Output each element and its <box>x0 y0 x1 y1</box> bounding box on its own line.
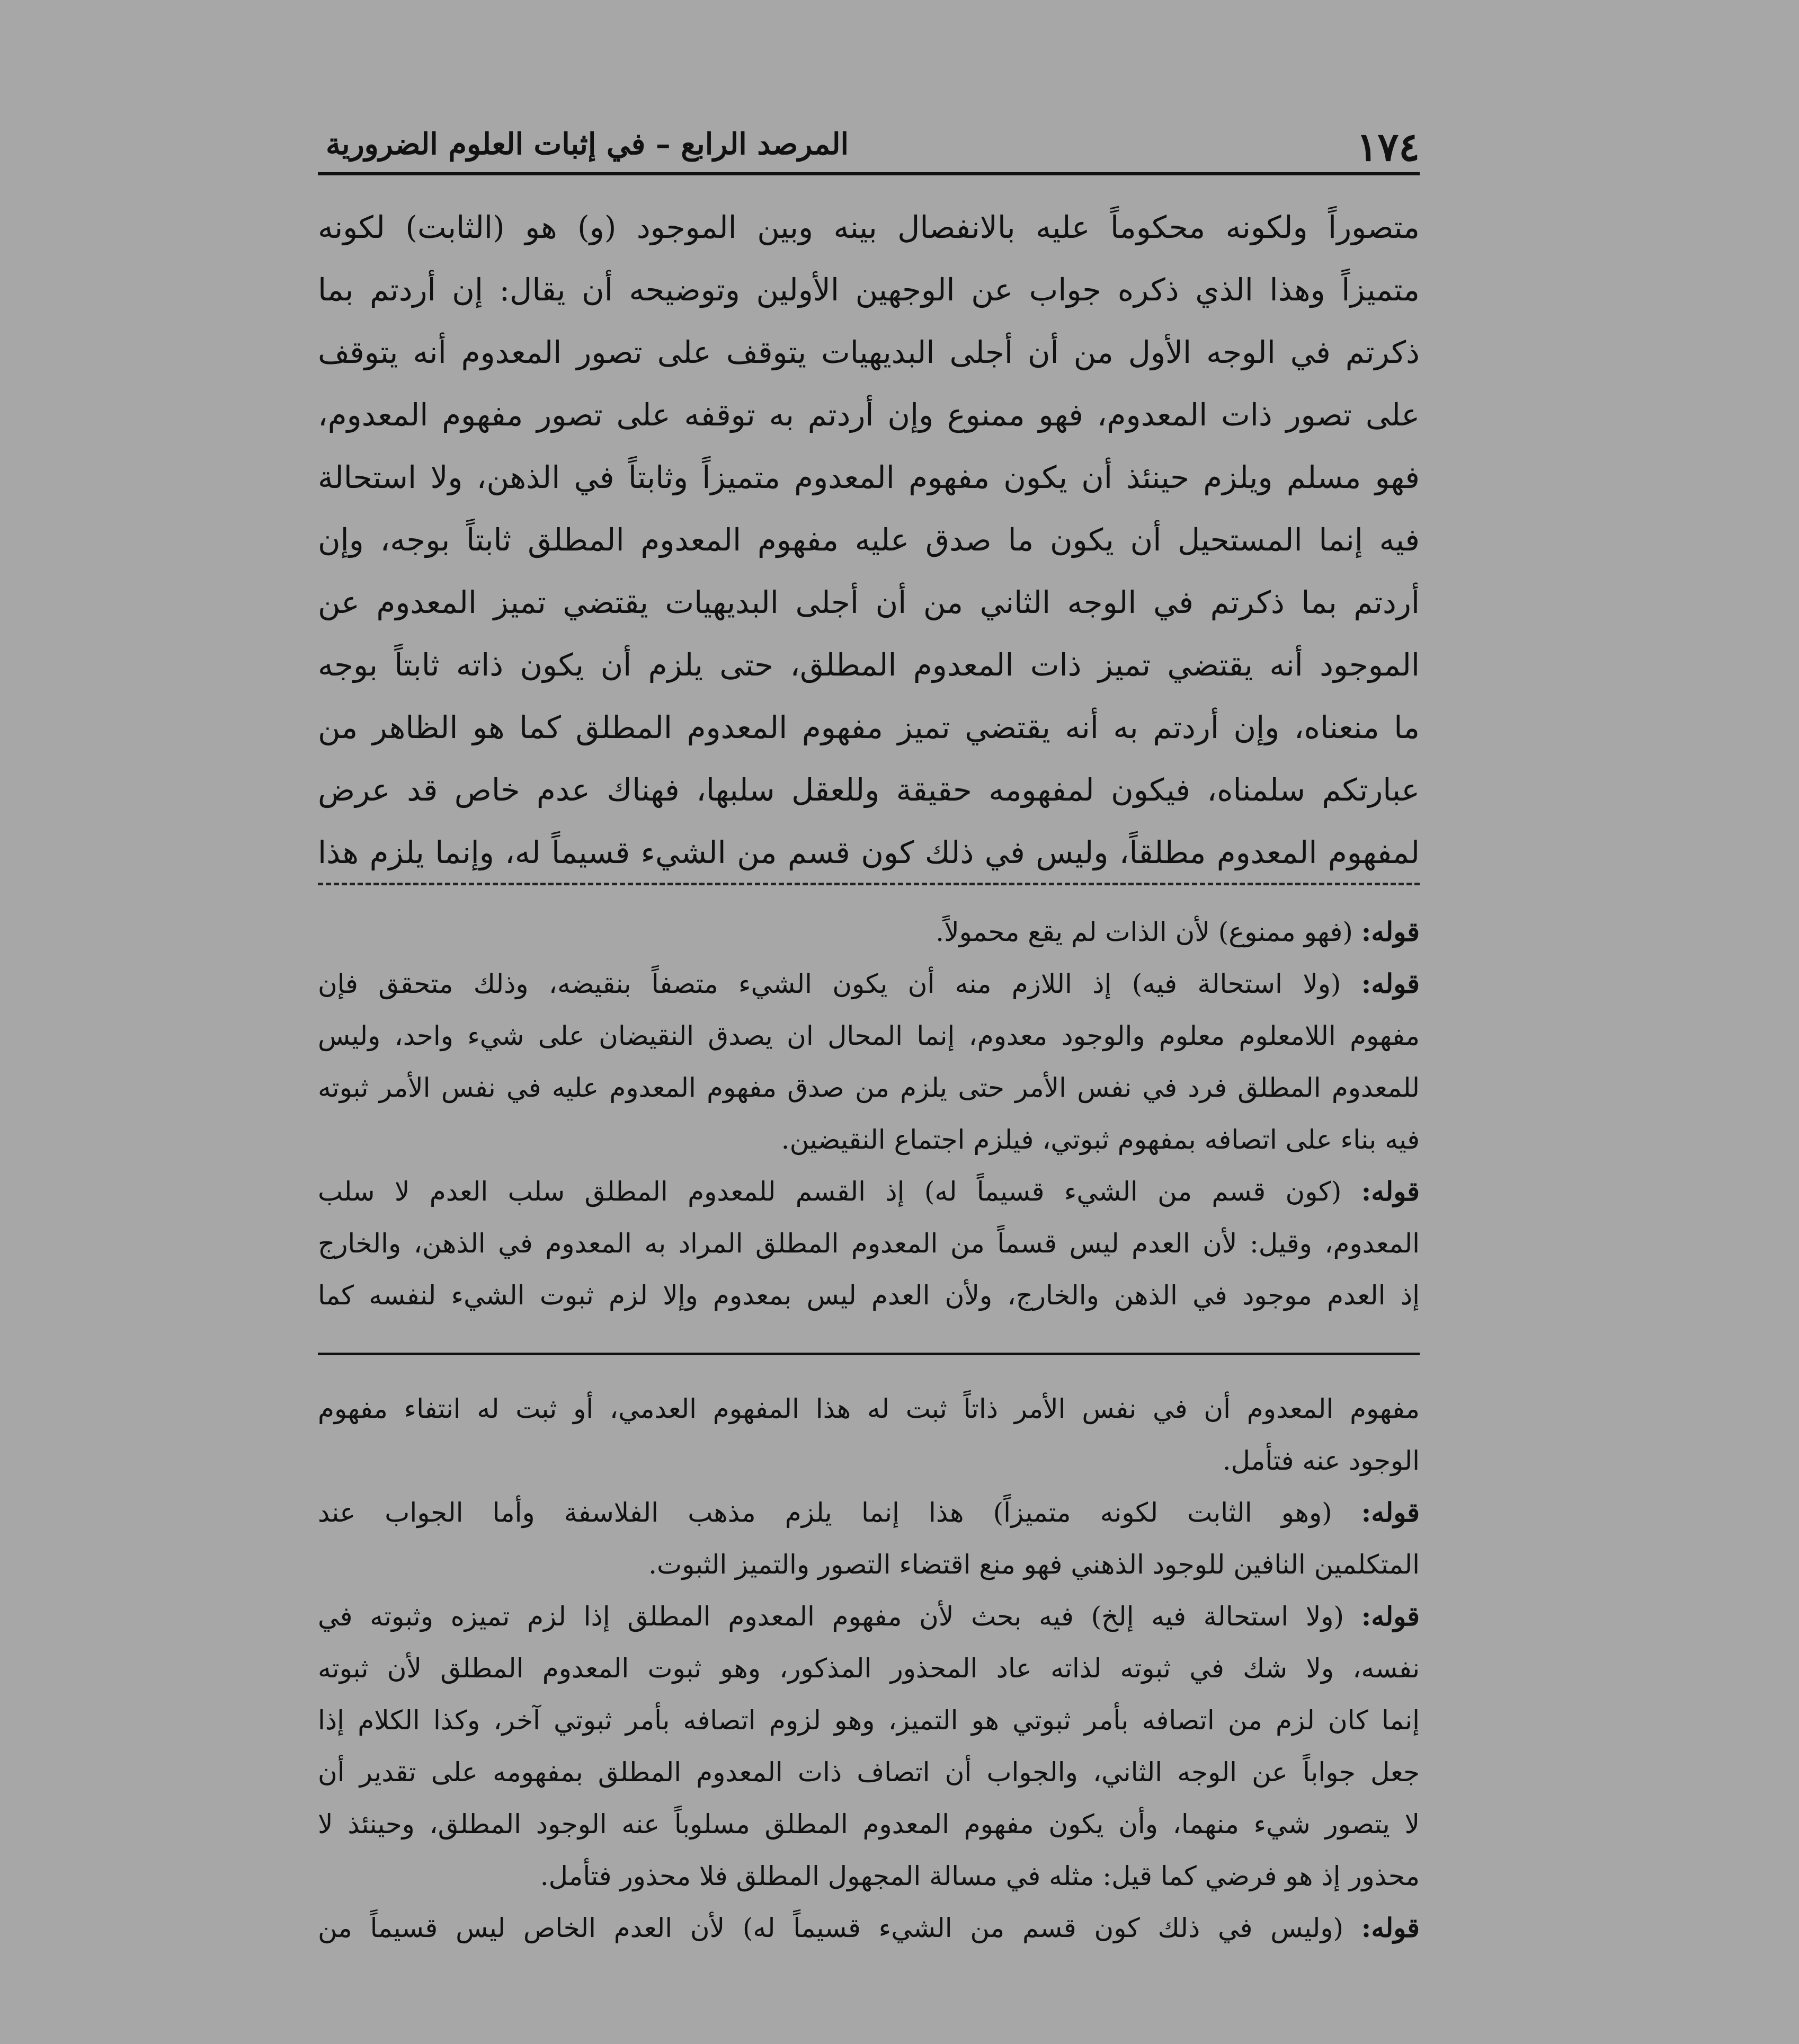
note-line: مفهوم المعدوم أن في نفس الأمر ذاتاً ثبت له هذا المفهوم العدمي، أو ثبت له انتفاء مفهوم <box>318 1393 1420 1424</box>
note-line: قوله: (وهو الثابت لكونه متميزاً) هذا إنما يلزم مذهب الفلاسفة وأما الجواب عند <box>318 1497 1420 1528</box>
note-line: المتكلمين النافين للوجود الذهني فهو منع اقتضاء التصور والتميز الثبوت. <box>648 1549 1420 1580</box>
note-line: نفسه، ولا شك في ثبوته لذاته عاد المحذور المذكور، وهو ثبوت المعدوم المطلق لأن ثبوته <box>318 1653 1420 1684</box>
note-lemma-marker: قوله: <box>1361 1601 1420 1632</box>
note-line: قوله: (وليس في ذلك كون قسم من الشيء قسيماً له) لأن العدم الخاص ليس قسيماً من <box>318 1912 1420 1943</box>
main-line: متميزاً وهذا الذي ذكره جواب عن الوجهين الأولين وتوضيحه أن يقال: إن أردتم بما <box>318 272 1420 308</box>
running-title: المرصد الرابع – في إثبات العلوم الضرورية <box>326 127 849 162</box>
note-line: إذ العدم موجود في الذهن والخارج، ولأن العدم ليس بمعدوم وإلا لزم ثبوت الشيء لنفسه كما <box>318 1280 1420 1311</box>
note-line: محذور إذ هو فرضي كما قيل: مثله في مسالة المجهول المطلق فلا محذور فتأمل. <box>540 1861 1420 1891</box>
solid-separator <box>318 1353 1420 1355</box>
main-line: عبارتكم سلمناه، فيكون لمفهومه حقيقة وللعقل سلبها، فهناك عدم خاص قد عرض <box>318 772 1420 808</box>
note-line: جعل جواباً عن الوجه الثاني، والجواب أن اتصاف ذات المعدوم المطلق بمفهومه على تقدير أن <box>318 1757 1420 1788</box>
note-line: قوله: (كون قسم من الشيء قسيماً له) إذ القسم للمعدوم المطلق سلب العدم لا سلب <box>318 1176 1420 1207</box>
note-lemma-marker: قوله: <box>1361 1176 1420 1207</box>
main-line: على تصور ذات المعدوم، فهو ممنوع وإن أردتم به توقفه على تصور مفهوم المعدوم، <box>318 397 1420 433</box>
main-text <box>318 196 1420 884</box>
note-lemma-marker: قوله: <box>1361 1497 1420 1528</box>
main-line: لمفهوم المعدوم مطلقاً، وليس في ذلك كون قسم من الشيء قسيماً له، وإنما يلزم هذا <box>318 834 1420 870</box>
note-lemma-marker: قوله: <box>1361 1912 1420 1943</box>
note-lemma-marker: قوله: <box>1361 968 1420 999</box>
note-line: لا يتصور شيء منهما، وأن يكون مفهوم المعدوم المطلق مسلوباً عنه الوجود المطلق، وحينئذ لا <box>318 1809 1420 1839</box>
book-page <box>318 0 1420 2044</box>
note-line: إنما كان لزم من اتصافه بأمر ثبوتي هو التميز، وهو لزوم اتصافه بأمر ثبوتي آخر، وكذا الكلام إذا <box>318 1705 1420 1736</box>
note-line: فيه بناء على اتصافه بمفهوم ثبوتي، فيلزم اجتماع النقيضين. <box>781 1124 1420 1155</box>
lower-commentary <box>318 1383 1420 1954</box>
note-lemma-marker: قوله: <box>1361 916 1420 947</box>
main-line: الموجود أنه يقتضي تميز ذات المعدوم المطلق، حتى يلزم أن يكون ذاته ثابتاً بوجه <box>318 647 1420 683</box>
page-number: ١٧٤ <box>1356 125 1420 170</box>
main-line: فيه إنما المستحيل أن يكون ما صدق عليه مفهوم المعدوم المطلق ثابتاً بوجه، وإن <box>318 522 1420 558</box>
note-line: قوله: (فهو ممنوع) لأن الذات لم يقع محمولاً. <box>936 916 1420 947</box>
page-header <box>318 119 1420 175</box>
dashed-separator <box>318 883 1420 885</box>
main-line: ذكرتم في الوجه الأول من أن أجلى البديهيات يتوقف على تصور المعدوم أنه يتوقف <box>318 334 1420 370</box>
note-line: المعدوم، وقيل: لأن العدم ليس قسماً من المعدوم المطلق المراد به المعدوم في الذهن، والخارج <box>318 1228 1420 1259</box>
note-line: مفهوم اللامعلوم معلوم والوجود معدوم، إنما المحال ان يصدق النقيضان على شيء واحد، وليس <box>318 1020 1420 1051</box>
note-line: الوجود عنه فتأمل. <box>1222 1445 1420 1476</box>
main-line: فهو مسلم ويلزم حينئذ أن يكون مفهوم المعدوم متميزاً وثابتاً في الذهن، ولا استحالة <box>318 459 1420 495</box>
note-line: للمعدوم المطلق فرد في نفس الأمر حتى يلزم من صدق مفهوم المعدوم عليه في نفس الأمر ثبوته <box>318 1072 1420 1103</box>
main-line: ما منعناه، وإن أردتم به أنه يقتضي تميز مفهوم المعدوم المطلق كما هو الظاهر من <box>318 709 1420 745</box>
note-line: قوله: (ولا استحالة فيه إلخ) فيه بحث لأن مفهوم المعدوم المطلق إذا لزم تميزه وثبوته في <box>318 1601 1420 1632</box>
main-line: متصوراً ولكونه محكوماً عليه بالانفصال بينه وبين الموجود (و) هو (الثابت) لكونه <box>318 209 1420 245</box>
note-line: قوله: (ولا استحالة فيه) إذ اللازم منه أن يكون الشيء متصفاً بنقيضه، وذلك متحقق فإن <box>318 968 1420 999</box>
upper-commentary <box>318 906 1420 1321</box>
main-line: أردتم بما ذكرتم في الوجه الثاني من أن أجلى البديهيات يقتضي تميز المعدوم عن <box>318 584 1420 620</box>
